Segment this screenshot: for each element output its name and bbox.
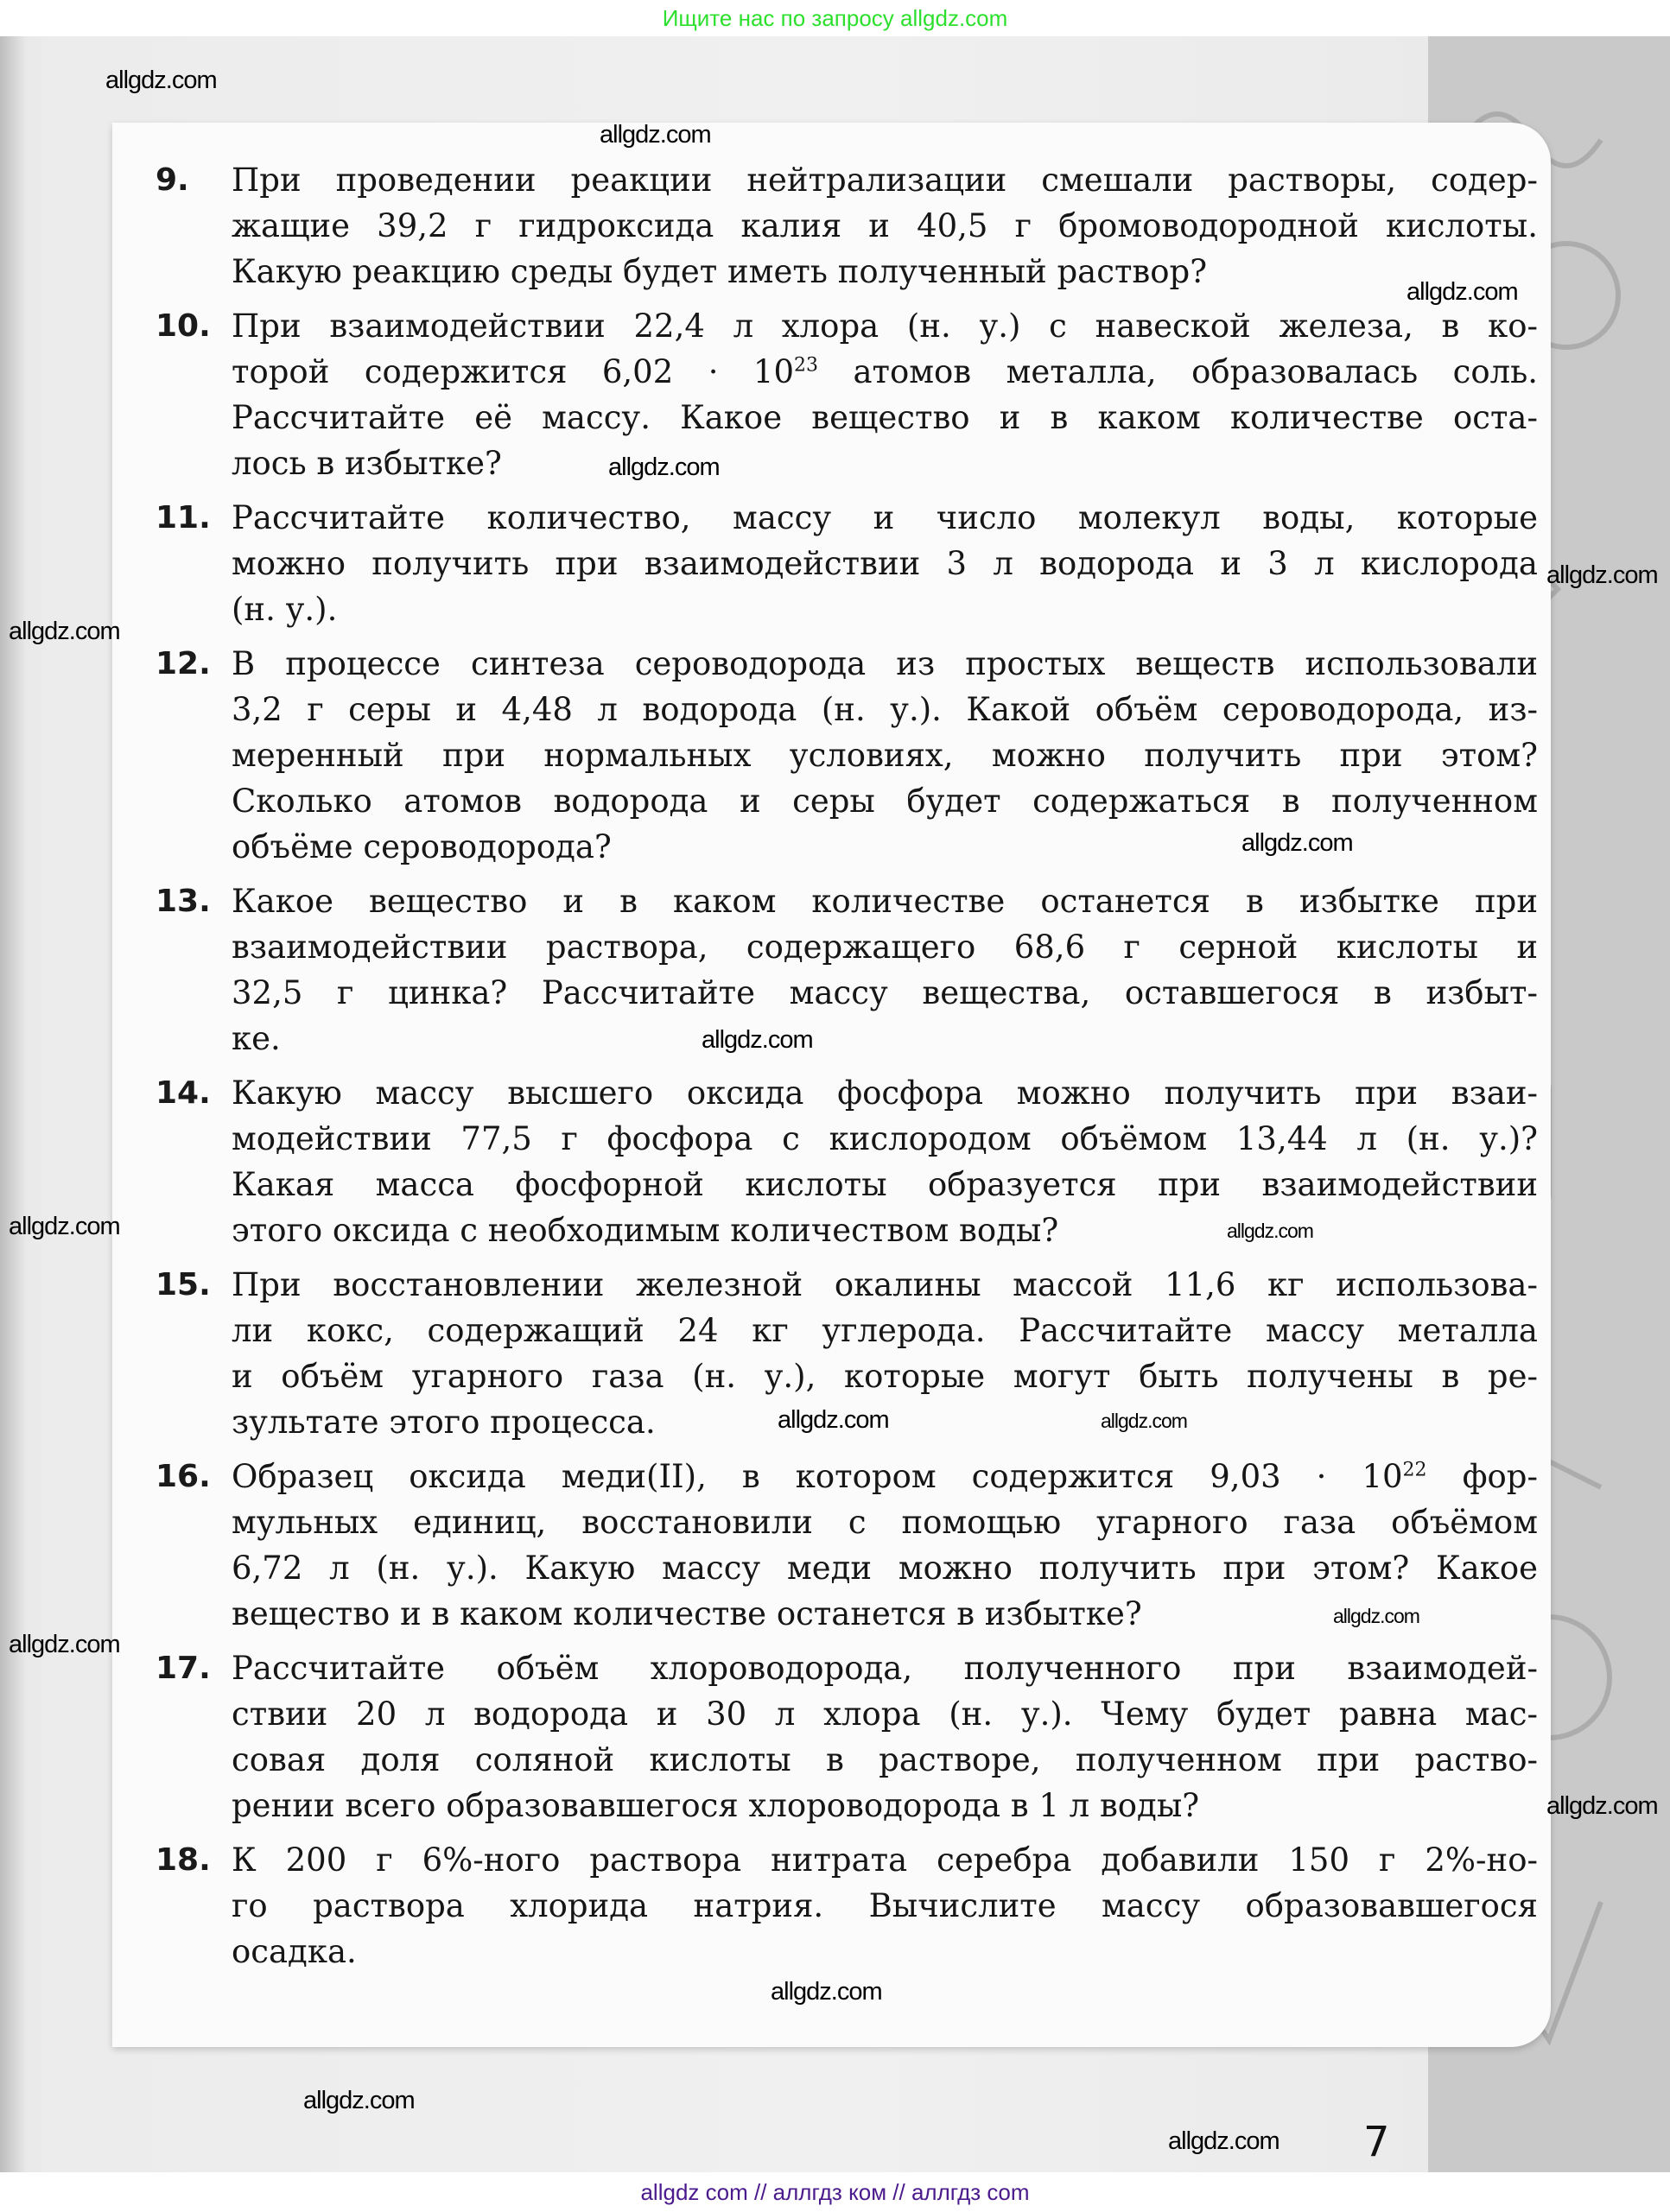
problem-line: можно получить при взаимодействии 3 л водорода и 3 л кислорода — [232, 545, 1538, 582]
problem-line: и объём угарного газа (н. у.), которые могут быть получены в ре- — [232, 1358, 1538, 1395]
problem-line: (н. у.). — [232, 591, 338, 628]
problem-line: лось в избытке? — [232, 445, 502, 482]
problem-line: Рассчитайте её массу. Какое вещество и в каком количестве оста- — [232, 399, 1538, 436]
problem-number: 16. — [156, 1459, 211, 1494]
watermark-text: allgdz.com — [1241, 829, 1353, 857]
watermark-text: allgdz.com — [608, 453, 720, 481]
problem-line: объёме сероводорода? — [232, 828, 612, 865]
problem-text — [232, 303, 1538, 486]
problem-number: 9. — [156, 162, 189, 198]
problem-number: 10. — [156, 308, 211, 344]
problem-line: ке. — [232, 1020, 281, 1057]
problem-line: При проведении реакции нейтрализации смешали растворы, содер- — [232, 162, 1538, 199]
problem-line: меренный при нормальных условиях, можно получить при этом? — [232, 737, 1538, 774]
problem-line: Какая масса фосфорной кислоты образуется при взаимодействии — [232, 1166, 1538, 1203]
problem-text — [232, 1070, 1538, 1253]
problem-number: 18. — [156, 1842, 211, 1878]
watermark-text: allgdz.com — [303, 2087, 415, 2114]
problem-line: Какую массу высшего оксида фосфора можно получить при взаи- — [232, 1074, 1538, 1112]
top-banner[interactable]: Ищите нас по запросу allgdz.com — [662, 5, 1008, 31]
page-number: 7 — [1363, 2118, 1390, 2166]
problem-number: 17. — [156, 1651, 211, 1686]
problem-line: Сколько атомов водорода и серы будет содержаться в полученном — [232, 783, 1538, 820]
watermark-text: allgdz.com — [1227, 1220, 1313, 1242]
problem-line: Какую реакцию среды будет иметь полученный раствор? — [232, 253, 1208, 290]
problem-line: этого оксида с необходимым количеством воды? — [232, 1212, 1059, 1249]
watermark-text: allgdz.com — [1333, 1605, 1419, 1627]
watermark-text: allgdz.com — [1546, 561, 1658, 589]
problem-line: К 200 г 6%-ного раствора нитрата серебра добавили 150 г 2%-но- — [232, 1841, 1538, 1879]
watermark-text: allgdz.com — [778, 1406, 889, 1434]
problem-line: При взаимодействии 22,4 л хлора (н. у.) с навеской железа, в ко- — [232, 307, 1538, 345]
problem-list — [156, 157, 1538, 1983]
problem-line: осадка. — [232, 1933, 357, 1970]
problem-item — [156, 303, 1538, 486]
problem-line: мульных единиц, восстановили с помощью угарного газа объёмом — [232, 1504, 1538, 1541]
watermark-text: allgdz.com — [9, 618, 120, 645]
watermark-text: allgdz.com — [600, 121, 711, 149]
problem-line: Рассчитайте количество, массу и число молекул воды, которые — [232, 499, 1538, 536]
problem-line: совая доля соляной кислоты в растворе, полученном при раство- — [232, 1741, 1538, 1778]
problem-item — [156, 878, 1538, 1062]
problem-text — [232, 1645, 1538, 1829]
problem-line: вещество и в каком количестве останется в избытке? — [232, 1595, 1142, 1632]
problem-item — [156, 1070, 1538, 1253]
problem-line: модействии 77,5 г фосфора с кислородом объёмом 13,44 л (н. у.)? — [232, 1120, 1538, 1157]
problem-line: жащие 39,2 г гидроксида калия и 40,5 г бромоводородной кислоты. — [232, 207, 1538, 244]
watermark-text: allgdz.com — [702, 1026, 813, 1054]
problem-line: зультате этого процесса. — [232, 1404, 656, 1441]
problem-line: Рассчитайте объём хлороводорода, полученного при взаимодей- — [232, 1650, 1538, 1687]
problem-text — [232, 495, 1538, 632]
problem-line: ствии 20 л водорода и 30 л хлора (н. у.). Чему будет равна мас- — [232, 1695, 1538, 1733]
problem-line: ли кокс, содержащий 24 кг углерода. Рассчитайте массу металла — [232, 1312, 1538, 1349]
problem-line: 32,5 г цинка? Рассчитайте массу вещества, оставшегося в избыт- — [232, 974, 1538, 1011]
watermark-text: allgdz.com — [105, 67, 217, 94]
problem-line: го раствора хлорида натрия. Вычислите массу образовавшегося — [232, 1887, 1538, 1924]
problem-line: В процессе синтеза сероводорода из простых веществ использовали — [232, 645, 1538, 682]
problem-number: 13. — [156, 884, 211, 919]
watermark-text: allgdz.com — [1168, 2127, 1279, 2155]
problem-text — [232, 1837, 1538, 1974]
watermark-text: allgdz.com — [1101, 1410, 1187, 1432]
problem-line: взаимодействии раствора, содержащего 68,6 г серной кислоты и — [232, 929, 1538, 966]
watermark-text: allgdz.com — [771, 1978, 882, 2006]
problem-item — [156, 1454, 1538, 1637]
problem-number: 14. — [156, 1075, 211, 1111]
problem-number: 12. — [156, 646, 211, 681]
problem-item — [156, 1837, 1538, 1974]
problem-number: 11. — [156, 500, 211, 536]
problem-text — [232, 157, 1538, 295]
problem-line: Какое вещество и в каком количестве останется в избытке при — [232, 883, 1538, 920]
watermark-text: allgdz.com — [1546, 1792, 1658, 1820]
problem-line: Образец оксида меди(II), в котором содержится $9,03 \cdot 10^{22}$ фор- — [232, 1458, 1538, 1495]
problem-text — [232, 878, 1538, 1062]
watermark-text: allgdz.com — [1406, 278, 1518, 306]
problem-line: рении всего образовавшегося хлороводорода в 1 л воды? — [232, 1787, 1200, 1824]
problem-line: 6,72 л (н. у.). Какую массу меди можно получить при этом? Какое — [232, 1550, 1538, 1587]
problem-item — [156, 157, 1538, 295]
problem-line: торой содержится $6,02 \cdot 10^{23}$ атомов металла, образовалась соль. — [232, 353, 1539, 390]
problem-item — [156, 1645, 1538, 1829]
problem-line: 3,2 г серы и 4,48 л водорода (н. у.). Какой объём сероводорода, из- — [232, 691, 1538, 728]
watermark-text: allgdz.com — [9, 1631, 120, 1658]
watermark-text: allgdz.com — [9, 1213, 120, 1240]
bottom-banner[interactable]: allgdz com // аллгдз ком // аллгдз com — [640, 2179, 1030, 2205]
problem-number: 15. — [156, 1267, 211, 1302]
problem-item — [156, 495, 1538, 632]
problem-line: При восстановлении железной окалины массой 11,6 кг использова- — [232, 1266, 1538, 1303]
